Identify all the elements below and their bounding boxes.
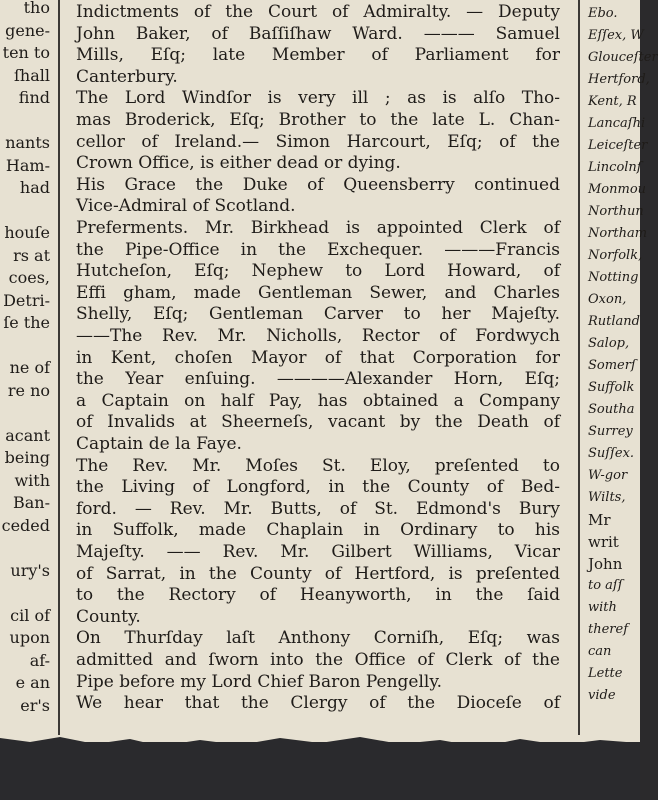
text-line: of Sarrat, in the County of Hertford, is preſented — [76, 563, 560, 584]
text-fragment: e an — [15, 673, 50, 692]
text-fragment: Wilts, — [588, 490, 626, 505]
text-fragment: Leiceſter — [588, 138, 648, 153]
text-fragment: had — [19, 178, 50, 197]
text-fragment: writ — [588, 533, 619, 551]
text-line: a Captain on half Pay, has obtained a Company — [76, 390, 560, 411]
text-fragment: gene- — [5, 20, 50, 40]
text-fragment: Lancaſhi — [588, 116, 646, 131]
text-fragment: Detri- — [3, 290, 50, 310]
text-line: ford. — Rev. Mr. Butts, of St. Edmond's Bury — [76, 498, 560, 519]
text-fragment: Monmou — [588, 182, 647, 197]
text-fragment: ten to — [2, 43, 50, 62]
text-fragment: Suſſex. — [588, 446, 635, 461]
text-line: the Living of Longford, in the County of Bed- — [76, 477, 560, 498]
text-fragment: ſhall — [14, 65, 50, 85]
text-line: The Rev. Mr. Moſes St. Eloy, preſented to — [76, 455, 560, 476]
text-fragment: rs at — [13, 245, 50, 265]
right-column-fragment — [588, 0, 658, 735]
text-line: Pipe before my Lord Chief Baron Pengelly. — [76, 671, 443, 692]
text-fragment: being — [4, 448, 50, 467]
text-line: Captain de la Faye. — [76, 434, 242, 454]
text-fragment: can — [588, 644, 612, 659]
text-fragment: ceded — [1, 515, 50, 535]
text-fragment: vide — [588, 688, 616, 703]
text-fragment: ury's — [10, 560, 50, 580]
text-fragment: af- — [29, 650, 50, 670]
text-fragment: coes, — [8, 268, 50, 287]
column-rule-left — [58, 0, 60, 735]
text-line: Crown Office, is either dead or dying. — [76, 153, 401, 174]
text-line: the Year enſuing. ————Alexander Horn, Eſq; — [76, 369, 560, 390]
text-fragment: find — [18, 88, 50, 107]
text-line: Hutcheſon, Eſq; Nephew to Lord Howard, of — [76, 261, 560, 282]
text-fragment: to aſſ — [588, 578, 623, 593]
text-fragment: re no — [7, 380, 50, 400]
text-fragment: John — [588, 555, 623, 573]
text-fragment: Ban- — [12, 493, 50, 512]
text-fragment: with — [588, 600, 617, 615]
text-fragment: ſe the — [3, 313, 50, 332]
background-surface — [0, 742, 640, 800]
text-fragment: tho — [23, 0, 50, 17]
text-line: His Grace the Duke of Queensberry continued — [76, 174, 560, 195]
text-line: The Lord Windſor is very ill ; as is alſo Tho- — [76, 88, 560, 109]
text-fragment: Ham- — [5, 155, 50, 175]
text-line: in Kent, choſen Mayor of that Corporation for — [76, 347, 560, 368]
text-fragment: Surrey — [588, 424, 633, 439]
text-line: mas Broderick, Eſq; Brother to the late L. Chan- — [76, 110, 560, 130]
text-fragment: houſe — [4, 223, 50, 242]
text-fragment: Notting — [588, 270, 639, 285]
text-fragment: Oxon, — [588, 292, 627, 307]
text-fragment: W-gor — [588, 468, 628, 483]
text-fragment: Eſſex, W — [588, 28, 644, 43]
text-fragment: Kent, R — [588, 94, 637, 109]
text-fragment: Rutland — [588, 314, 640, 329]
text-line: John Baker, of Baſſiſhaw Ward. ——— Samuel — [76, 23, 560, 44]
text-fragment: Lette — [588, 666, 623, 681]
text-line: the Pipe-Office in the Exchequer. ———Francis — [76, 239, 560, 260]
text-fragment: ne of — [9, 358, 50, 377]
text-fragment: Salop, — [588, 336, 630, 351]
text-fragment: Northun — [588, 204, 644, 219]
text-fragment: Mr — [588, 511, 611, 529]
text-fragment: nants — [5, 133, 50, 152]
text-line: ——The Rev. Mr. Nicholls, Rector of Fordwych — [76, 326, 560, 346]
text-fragment: Lincolnſ — [588, 160, 642, 175]
text-fragment: with — [14, 470, 50, 490]
text-line: Preferments. Mr. Birkhead is appointed Clerk of — [76, 218, 560, 238]
column-rule-right — [578, 0, 580, 735]
text-fragment: acant — [5, 425, 50, 445]
text-line: Canterbury. — [76, 66, 178, 87]
text-line: Majeſty. —— Rev. Mr. Gilbert Williams, Vicar — [76, 542, 560, 562]
text-line: admitted and ſworn into the Office of Clerk of the — [76, 650, 560, 670]
text-fragment: upon — [9, 628, 50, 647]
text-fragment: Northam — [588, 226, 648, 241]
text-line: We hear that the Clergy of the Dioceſe of — [76, 693, 560, 714]
text-line: cellor of Ireland.— Simon Harcourt, Eſq; of the — [76, 131, 560, 152]
main-column — [68, 0, 568, 735]
text-line: County. — [76, 606, 141, 627]
text-line: Indictments of the Court of Admiralty. — Deputy — [76, 2, 560, 22]
text-fragment: Ebo. — [588, 6, 618, 21]
text-line: Shelly, Eſq; Gentleman Carver to her Majeſty. — [76, 304, 560, 325]
text-fragment: er's — [20, 695, 50, 715]
text-fragment: Norfolk, — [588, 248, 643, 263]
text-fragment: Southa — [588, 402, 635, 417]
left-column-fragment — [0, 0, 52, 735]
text-line: On Thurſday laſt Anthony Corniſh, Eſq; was — [76, 628, 560, 649]
text-fragment: Somerſ — [588, 358, 636, 373]
text-line: of Invalids at Sheerneſs, vacant by the Death of — [76, 412, 560, 433]
text-line: in Suffolk, made Chaplain in Ordinary to his — [76, 520, 560, 541]
text-fragment: Suffolk — [588, 380, 635, 395]
text-fragment: cil of — [10, 605, 50, 625]
text-line: to the Rectory of Heanyworth, in the ſaid — [76, 585, 560, 606]
text-line: Mills, Eſq; late Member of Parliament for — [76, 45, 560, 66]
text-fragment: Glouceſter — [588, 50, 658, 65]
text-line: Effi gham, made Gentleman Sewer, and Charles — [76, 282, 560, 303]
text-fragment: theref — [588, 622, 629, 637]
text-line: Vice-Admiral of Scotland. — [76, 196, 296, 217]
text-fragment: Hertford, — [588, 72, 650, 87]
